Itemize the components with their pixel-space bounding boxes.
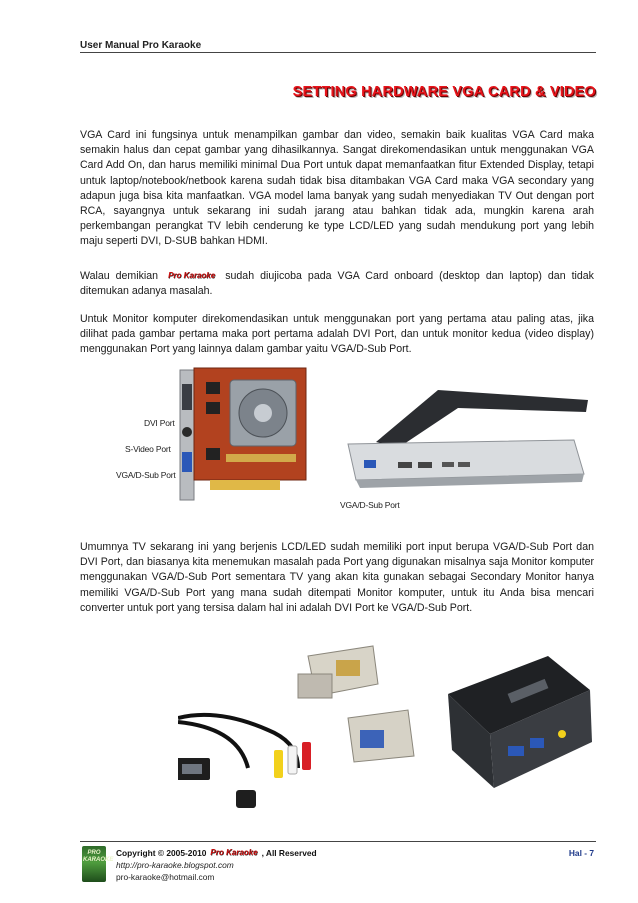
- header-divider: [80, 52, 596, 53]
- page-number: Hal - 7: [568, 848, 594, 858]
- dvi-adapter-shape: [348, 710, 414, 762]
- laptop-vga-port-shape: [364, 460, 376, 468]
- document-header: User Manual Pro Karaoke: [80, 40, 202, 51]
- breakout-cable-shape: [178, 715, 311, 808]
- footer-divider: [80, 841, 596, 842]
- footer-logo-text: PRO KARAOKE: [83, 850, 114, 863]
- dvi-port-shape: [182, 384, 192, 410]
- vga-port-label: VGA/D-Sub Port: [116, 470, 176, 480]
- footer-email[interactable]: pro-karaoke@hotmail.com: [116, 872, 215, 882]
- svideo-port-label: S-Video Port: [125, 444, 171, 454]
- pro-karaoke-footer-logo: [82, 846, 114, 882]
- copyright-text: , All Reserved: [261, 848, 317, 858]
- converter-accessories-image: [178, 638, 598, 838]
- dvi-to-vga-adapter-shape: [298, 646, 378, 698]
- paragraph-text: sudah diujicoba pada VGA Card onboard (desktop dan laptop) dan tidak ditemukan adanya masalah.: [80, 270, 594, 298]
- pro-karaoke-logo: Pro Karaoke: [210, 848, 258, 857]
- vga-port-shape: [182, 452, 192, 472]
- laptop-image: [338, 382, 596, 492]
- paragraph-monitor-port: Untuk Monitor komputer direkomendasikan untuk menggunakan port yang pertama atau paling atas, jika dilihat pada gambar pertama maka port pertama adalah DVI Port, dan untuk monitor kedua (video display) menggunakan Port yang lainnya dalam gambar yaitu VGA/D-Sub Port.: [80, 313, 594, 356]
- paragraph-vga-intro: VGA Card ini fungsinya untuk menampilkan gambar dan video, semakin baik kualitas VGA Card maka semakin halus dan cepat gambar yang dihasilkannya. Sangat direkomendasikan untuk menggunakan VGA Card Add On, dan harus memiliki minimal Dua Port untuk dapat memanfaatkan fitur Extended Display, tetapi untuk laptop/notebook/netbook karena sudah tidak bisa ditambakan VGA Card maka VGA secondary yang adapun juga bisa kita manfaatkan. VGA model lama banyak yang sudah menyediakan TV Out dengan port RCA, sayangnya untuk sekarang ini sudah jarang atau bahkan tidak ada, mungkin karena arah perkembangan perangkat TV lebih cenderung ke type LCD/LED yang sudah mendukung port yang lebih maju seperti DVI, D-SUB bahkan HDMI.: [80, 129, 594, 248]
- vga-converter-box-shape: [448, 656, 592, 788]
- dvi-port-label: DVI Port: [144, 418, 175, 428]
- copyright-text: Copyright © 2005-2010: [116, 848, 207, 858]
- laptop-vga-port-label: VGA/D-Sub Port: [340, 500, 400, 510]
- footer-url[interactable]: http://pro-karaoke.blogspot.com: [116, 860, 234, 870]
- paragraph-text: Walau demikian: [80, 270, 159, 282]
- vga-card-image: [170, 362, 310, 520]
- section-title: SETTING HARDWARE VGA CARD & VIDEO: [292, 84, 596, 100]
- pro-karaoke-logo: Pro Karaoke: [168, 271, 216, 280]
- footer-copyright: [116, 848, 317, 858]
- paragraph-tv-converter: Umumnya TV sekarang ini yang berjenis LCD/LED sudah memiliki port input berupa VGA/D-Sub Port dan DVI Port, dan biasanya kita menemukan masalah pada Port yang digunakan misalnya saja Monitor komputer menggunakan VGA/D-Sub Port sementara TV yang akan kita gunakan sebagai Secondary Monitor hanya memiliki VGA/D-Sub Port yang mana sudah ditempati Monitor komputer, untuk itu Anda bisa mencari converter untuk port yang tersisa dalam hal ini adalah DVI Port ke VGA/D-Sub Port.: [80, 541, 594, 614]
- paragraph-onboard-note: [80, 268, 594, 299]
- svideo-port-shape: [182, 427, 192, 437]
